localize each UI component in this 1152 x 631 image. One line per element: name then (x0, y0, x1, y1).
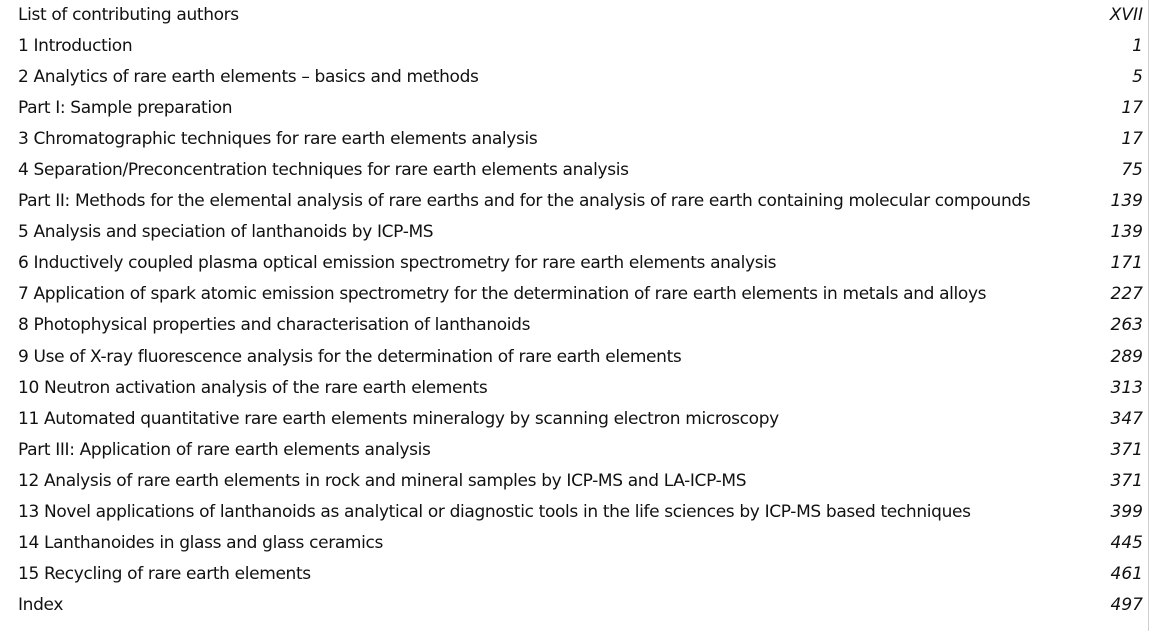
toc-entry-title: Index (18, 595, 64, 616)
toc-entry-chapter-3[interactable] (0, 123, 1148, 154)
toc-entry-title: 14 Lanthanoides in glass and glass ceramics (18, 533, 384, 554)
toc-entry-page: 171 (1110, 253, 1143, 274)
toc-entry-chapter-4[interactable] (0, 154, 1148, 185)
toc-entry-chapter-2[interactable] (0, 61, 1148, 92)
toc-entry-title: 3 Chromatographic techniques for rare earth elements analysis (18, 128, 538, 149)
toc-entry-title: 6 Inductively coupled plasma optical emission spectrometry for rare earth elements analysis (18, 253, 777, 274)
toc-entry-title: List of contributing authors (18, 4, 239, 25)
toc-entry-chapter-10[interactable] (0, 372, 1148, 403)
toc-entry-title: 5 Analysis and speciation of lanthanoids by ICP-MS (18, 222, 434, 243)
toc-entry-page: 139 (1110, 191, 1143, 212)
toc-entry-title: 1 Introduction (18, 35, 133, 56)
toc-entry-chapter-15[interactable] (0, 559, 1148, 590)
toc-entry-title: 15 Recycling of rare earth elements (18, 564, 311, 585)
toc-entry-page: 461 (1110, 564, 1143, 585)
toc-entry-chapter-13[interactable] (0, 497, 1148, 528)
toc-entry-page: 263 (1110, 315, 1143, 336)
toc-entry-title: Part III: Application of rare earth elements analysis (18, 439, 431, 460)
toc-entry-title: 11 Automated quantitative rare earth elements mineralogy by scanning electron microscopy (18, 408, 779, 429)
toc-entry-chapter-6[interactable] (0, 248, 1148, 279)
toc-entry-part-1[interactable] (0, 92, 1148, 123)
toc-entry-chapter-7[interactable] (0, 279, 1148, 310)
toc-entry-chapter-8[interactable] (0, 310, 1148, 341)
toc-entry-contributing-authors[interactable] (0, 0, 1148, 30)
toc-entry-page: 5 (1132, 66, 1143, 87)
toc-entry-part-3[interactable] (0, 434, 1148, 465)
toc-entry-page: 371 (1110, 470, 1143, 491)
toc-entry-page: 1 (1132, 35, 1143, 56)
toc-entry-chapter-9[interactable] (0, 341, 1148, 372)
toc-entry-title: 4 Separation/Preconcentration techniques for rare earth elements analysis (18, 160, 629, 181)
toc-entry-chapter-12[interactable] (0, 465, 1148, 496)
toc-entry-title: 12 Analysis of rare earth elements in rock and mineral samples by ICP-MS and LA-ICP-MS (18, 470, 747, 491)
toc-entry-chapter-14[interactable] (0, 528, 1148, 559)
toc-entry-page: 17 (1121, 97, 1143, 118)
toc-entry-title: 9 Use of X-ray fluorescence analysis for the determination of rare earth elements (18, 346, 682, 367)
toc-entry-title: 7 Application of spark atomic emission spectrometry for the determination of rare earth elements in metals and alloys (18, 284, 987, 305)
toc-entry-title: 13 Novel applications of lanthanoids as analytical or diagnostic tools in the life sciences by ICP-MS based techniques (18, 502, 971, 523)
toc-entry-chapter-1[interactable] (0, 30, 1148, 61)
toc-entry-page: 371 (1110, 439, 1143, 460)
toc-entry-page: 139 (1110, 222, 1143, 243)
toc-entry-page: 399 (1110, 502, 1143, 523)
toc-entry-title: 8 Photophysical properties and characterisation of lanthanoids (18, 315, 531, 336)
toc-entry-chapter-5[interactable] (0, 217, 1148, 248)
toc-entry-page: 289 (1110, 346, 1143, 367)
toc-entry-index[interactable] (0, 590, 1148, 621)
toc-entry-title: 2 Analytics of rare earth elements – basics and methods (18, 66, 479, 87)
toc-entry-page: 227 (1110, 284, 1143, 305)
toc-entry-title: Part II: Methods for the elemental analysis of rare earths and for the analysis of rare earth containing molecular compounds (18, 191, 1031, 212)
toc-entry-page: 313 (1110, 377, 1143, 398)
toc-entry-page: 445 (1110, 533, 1143, 554)
toc-entry-title: 10 Neutron activation analysis of the rare earth elements (18, 377, 488, 398)
toc-entry-title: Part I: Sample preparation (18, 97, 233, 118)
toc-entry-page: 17 (1121, 128, 1143, 149)
toc-entry-page: 347 (1110, 408, 1143, 429)
toc-entry-page: XVII (1109, 4, 1143, 25)
toc-entry-chapter-11[interactable] (0, 403, 1148, 434)
toc-entry-part-2[interactable] (0, 186, 1148, 217)
toc-entry-page: 497 (1110, 595, 1143, 616)
toc-entry-page: 75 (1121, 160, 1143, 181)
